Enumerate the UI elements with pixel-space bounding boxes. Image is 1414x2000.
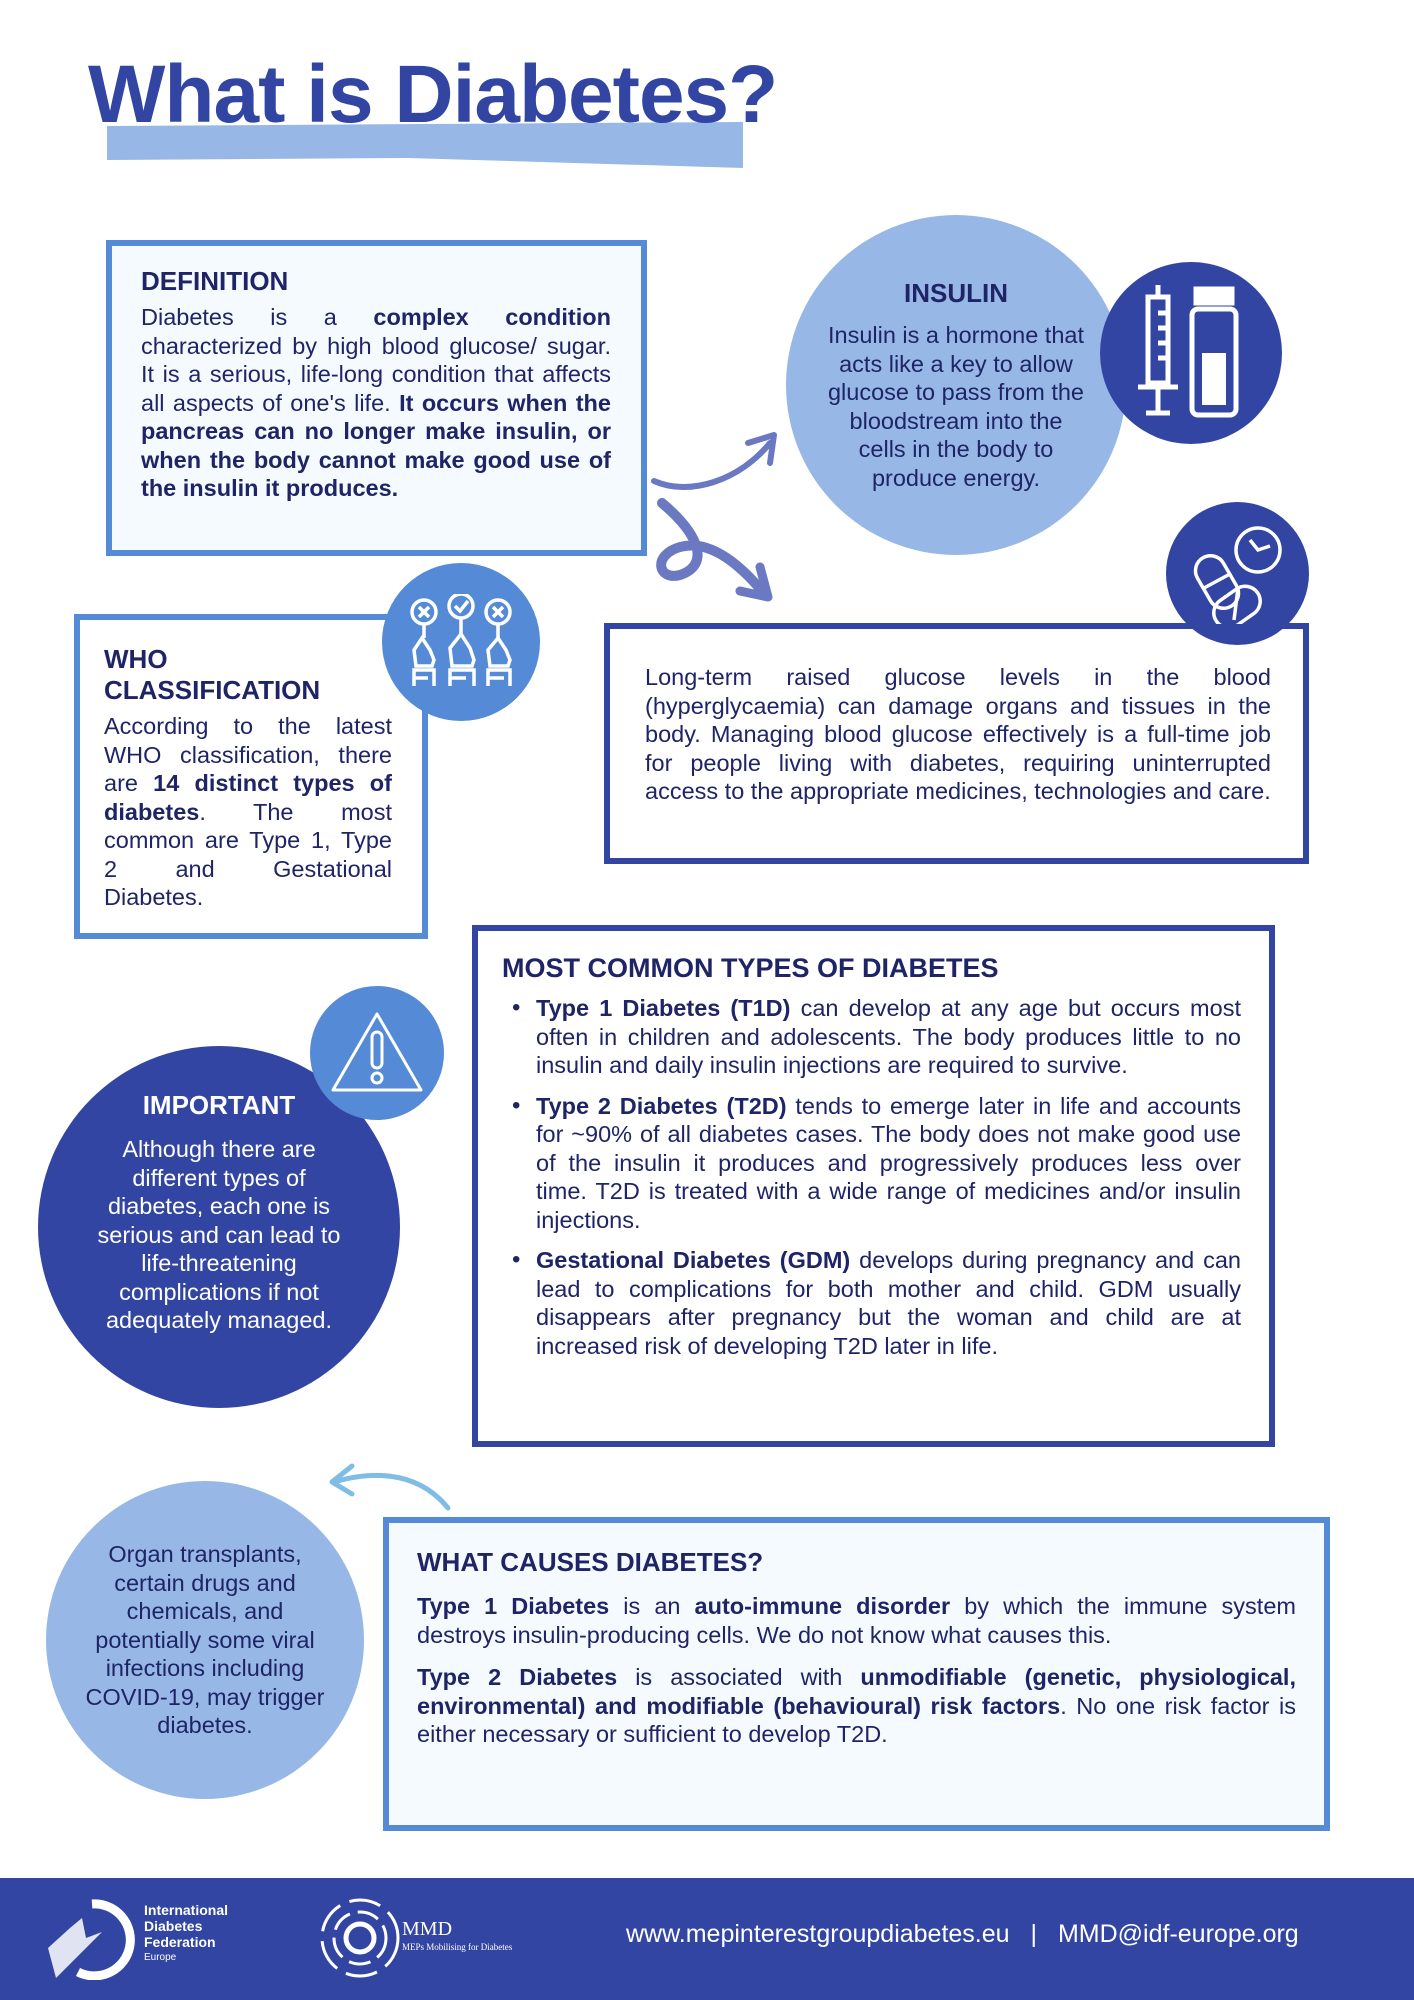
arrow-to-triggers (322, 1462, 452, 1512)
idf-logo-line3: Federation (144, 1934, 216, 1950)
who-text: According to the latest WHO classification, there are 14 distinct types of diabetes. The most common are Type 1, Type 2 and Gestational Diabetes. (104, 713, 392, 910)
idf-hummingbird-icon (42, 1898, 138, 1980)
types-box (472, 925, 1275, 1447)
insulin-circle (786, 215, 1126, 555)
idf-logo-line4: Europe (144, 1952, 177, 1963)
causes-type2-text: Type 2 Diabetes is associated with unmodifiable (genetic, physiological, environmental) and modifiable (behavioural) risk factors. No one risk factor is either necessary or sufficient to develop T2D. (417, 1664, 1297, 1747)
idf-logo-line1: International (144, 1902, 229, 1918)
important-text: Although there are different types of diabetes, each one is serious and can lead to life-threatening complications if not adequately managed. (97, 1136, 341, 1333)
insulin-text: Insulin is a hormone that acts like a key to allow glucose to pass from the bloodstream into the cells in the body to produce energy. (827, 322, 1085, 491)
mmd-logo[interactable] (318, 1896, 538, 1982)
types-list (502, 994, 1241, 1360)
triggers-circle (46, 1481, 364, 1799)
definition-text: Diabetes is a complex condition characterized by high blood glucose/ sugar. It is a serious, life-long condition that affects all aspects of one's life. It occurs when the pancreas can no longer make insulin, or when the body cannot make good use of the insulin it produces. (141, 304, 611, 501)
idf-logo[interactable] (42, 1898, 252, 1980)
mmd-rings-icon (318, 1896, 402, 1980)
vote-hands-icon (406, 594, 516, 690)
mmd-tagline: MEPs Mobilising for Diabetes (402, 1942, 513, 1952)
important-heading: IMPORTANT (142, 1090, 296, 1120)
glucose-text: Long-term raised glucose levels in the blood (hyperglycaemia) can damage organs and tissues in the body. Managing blood glucose effectively is a full-time job for people living with diabetes, requiring uninterrupted access to the appropriate medicines, technologies and care. (645, 664, 1271, 804)
syringe-vial-icon (1136, 283, 1246, 423)
types-heading: MOST COMMON TYPES OF DIABETES (502, 953, 999, 983)
who-heading: WHO CLASSIFICATION (104, 644, 321, 705)
email-link[interactable]: MMD@idf-europe.org (1057, 1920, 1299, 1948)
causes-type1-text: Type 1 Diabetes is an auto-immune disorder by which the immune system destroys insulin-producing cells. We do not know what causes this. (417, 1593, 1296, 1648)
idf-logo-line2: Diabetes (144, 1918, 203, 1934)
footer-separator: | (1030, 1920, 1038, 1948)
website-link[interactable]: www.mepinterestgroupdiabetes.eu (626, 1920, 1010, 1948)
mmd-name: MMD (402, 1918, 453, 1940)
pills-clock-icon (1188, 524, 1288, 624)
page-title: What is Diabetes? (88, 49, 778, 140)
arrow-to-insulin (650, 425, 790, 495)
causes-box (383, 1517, 1330, 1831)
type-item-t2d: • Type 2 Diabetes (T2D) tends to emerge later in life and accounts for ~90% of all diabetes cases. The body does not make good use of the insulin it produces and progressively produces less over time. T2D is treated with a wide range of medicines and/or insulin injections. (536, 1092, 1241, 1235)
triggers-text: Organ transplants, certain drugs and chemicals, and potentially some viral infections including COVID-19, may trigger diabetes. (85, 1541, 325, 1739)
important-icon-circle (310, 986, 444, 1120)
footer (0, 1878, 1414, 2000)
causes-heading: WHAT CAUSES DIABETES? (417, 1547, 764, 1577)
insulin-heading: INSULIN (904, 278, 1008, 308)
arrow-to-glucose (650, 495, 780, 605)
insulin-icon-circle (1100, 262, 1282, 444)
glucose-box (604, 623, 1309, 864)
type-item-t1d: • Type 1 Diabetes (T1D) can develop at any age but occurs most often in children and adolescents. The body produces little to no insulin and daily insulin injections are required to survive. (536, 994, 1241, 1080)
definition-heading: DEFINITION (141, 266, 289, 296)
who-icon-circle (382, 563, 540, 721)
definition-box (106, 240, 647, 556)
glucose-icon-circle (1166, 502, 1309, 645)
type-item-gdm: • Gestational Diabetes (GDM) develops during pregnancy and can lead to complications for both mother and child. GDM usually disappears after pregnancy but the woman and child are at increased risk of developing T2D later in life. (536, 1246, 1241, 1360)
who-classification-box (74, 614, 428, 939)
warning-triangle-icon (329, 1010, 425, 1096)
